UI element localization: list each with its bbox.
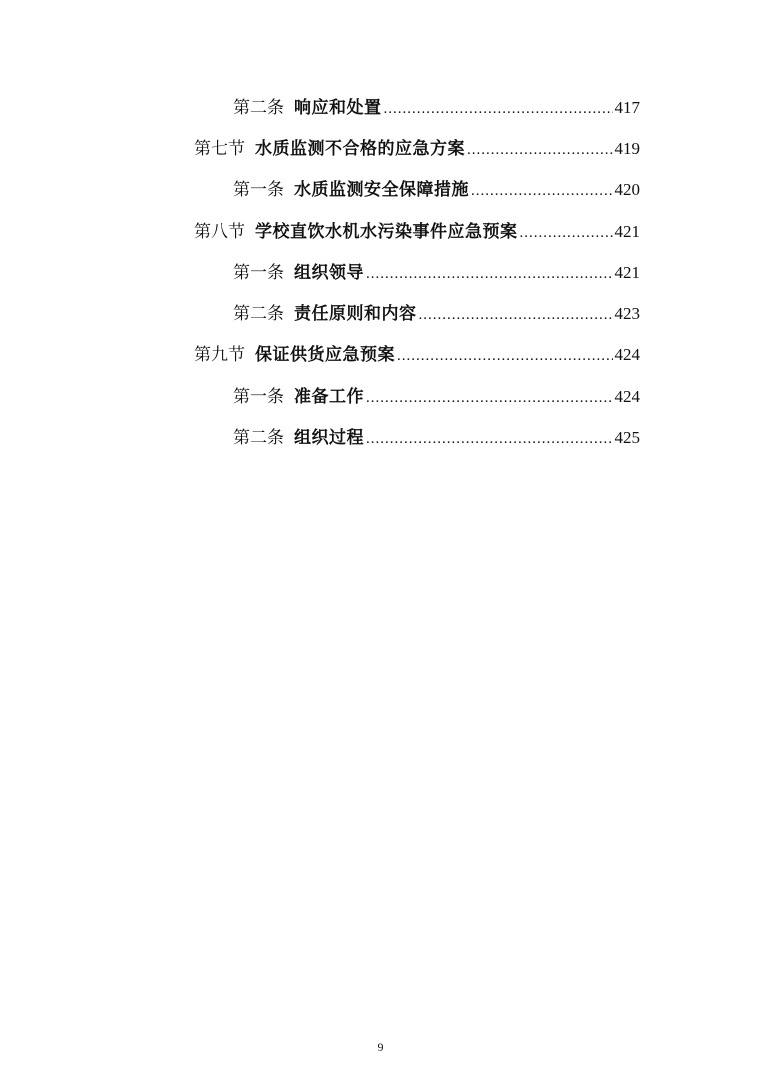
toc-entry-page: 424 [614, 345, 640, 364]
toc-entry-title: 水质监测安全保障措施 [294, 180, 469, 200]
toc-entry-page: 419 [614, 139, 640, 158]
toc-entry-page: 424 [614, 387, 640, 406]
toc-leader-dots [397, 341, 613, 371]
toc-entry-number: 第七节 [194, 139, 245, 159]
toc-entry-number: 第一条 [233, 387, 284, 407]
toc-leader-dots [467, 135, 613, 165]
toc-entry-page: 425 [614, 428, 640, 447]
toc-entry-page: 420 [614, 180, 640, 199]
toc-entry[interactable] [194, 340, 640, 370]
toc-entry-title: 责任原则和内容 [294, 304, 417, 324]
toc-entry-title: 组织过程 [294, 428, 364, 448]
toc-entry-page: 423 [614, 304, 640, 323]
toc-entry[interactable] [233, 175, 640, 205]
toc-entry-title: 响应和处置 [294, 98, 382, 118]
toc-entry[interactable] [233, 258, 640, 288]
toc-entry-title: 保证供货应急预案 [255, 345, 395, 365]
toc-entry-number: 第八节 [194, 222, 245, 242]
toc-entry-title: 准备工作 [294, 387, 364, 407]
toc-entry-number: 第一条 [233, 263, 284, 283]
toc-entry-number: 第一条 [233, 180, 284, 200]
toc-entry[interactable] [233, 382, 640, 412]
toc-entry-title: 学校直饮水机水污染事件应急预案 [255, 222, 518, 242]
toc-entry[interactable] [194, 134, 640, 164]
toc-entry-number: 第二条 [233, 304, 284, 324]
toc-entry-title: 水质监测不合格的应急方案 [255, 139, 465, 159]
toc-entry-number: 第九节 [194, 345, 245, 365]
toc-entry-page: 421 [614, 263, 640, 282]
toc-leader-dots [384, 94, 613, 124]
page-number: 9 [377, 1040, 384, 1054]
toc-entry-page: 417 [614, 98, 640, 117]
toc-leader-dots [366, 424, 613, 454]
toc-leader-dots [419, 300, 613, 330]
toc-leader-dots [520, 218, 613, 248]
toc-entry-title: 组织领导 [294, 263, 364, 283]
toc-entry[interactable] [233, 299, 640, 329]
toc-entry[interactable] [233, 93, 640, 123]
toc-leader-dots [471, 176, 613, 206]
toc-leader-dots [366, 383, 613, 413]
toc-entry-number: 第二条 [233, 98, 284, 118]
toc-entry-page: 421 [614, 222, 640, 241]
toc-entry[interactable] [233, 423, 640, 453]
toc-leader-dots [366, 259, 613, 289]
toc-entry-number: 第二条 [233, 428, 284, 448]
toc-entry[interactable] [194, 217, 640, 247]
